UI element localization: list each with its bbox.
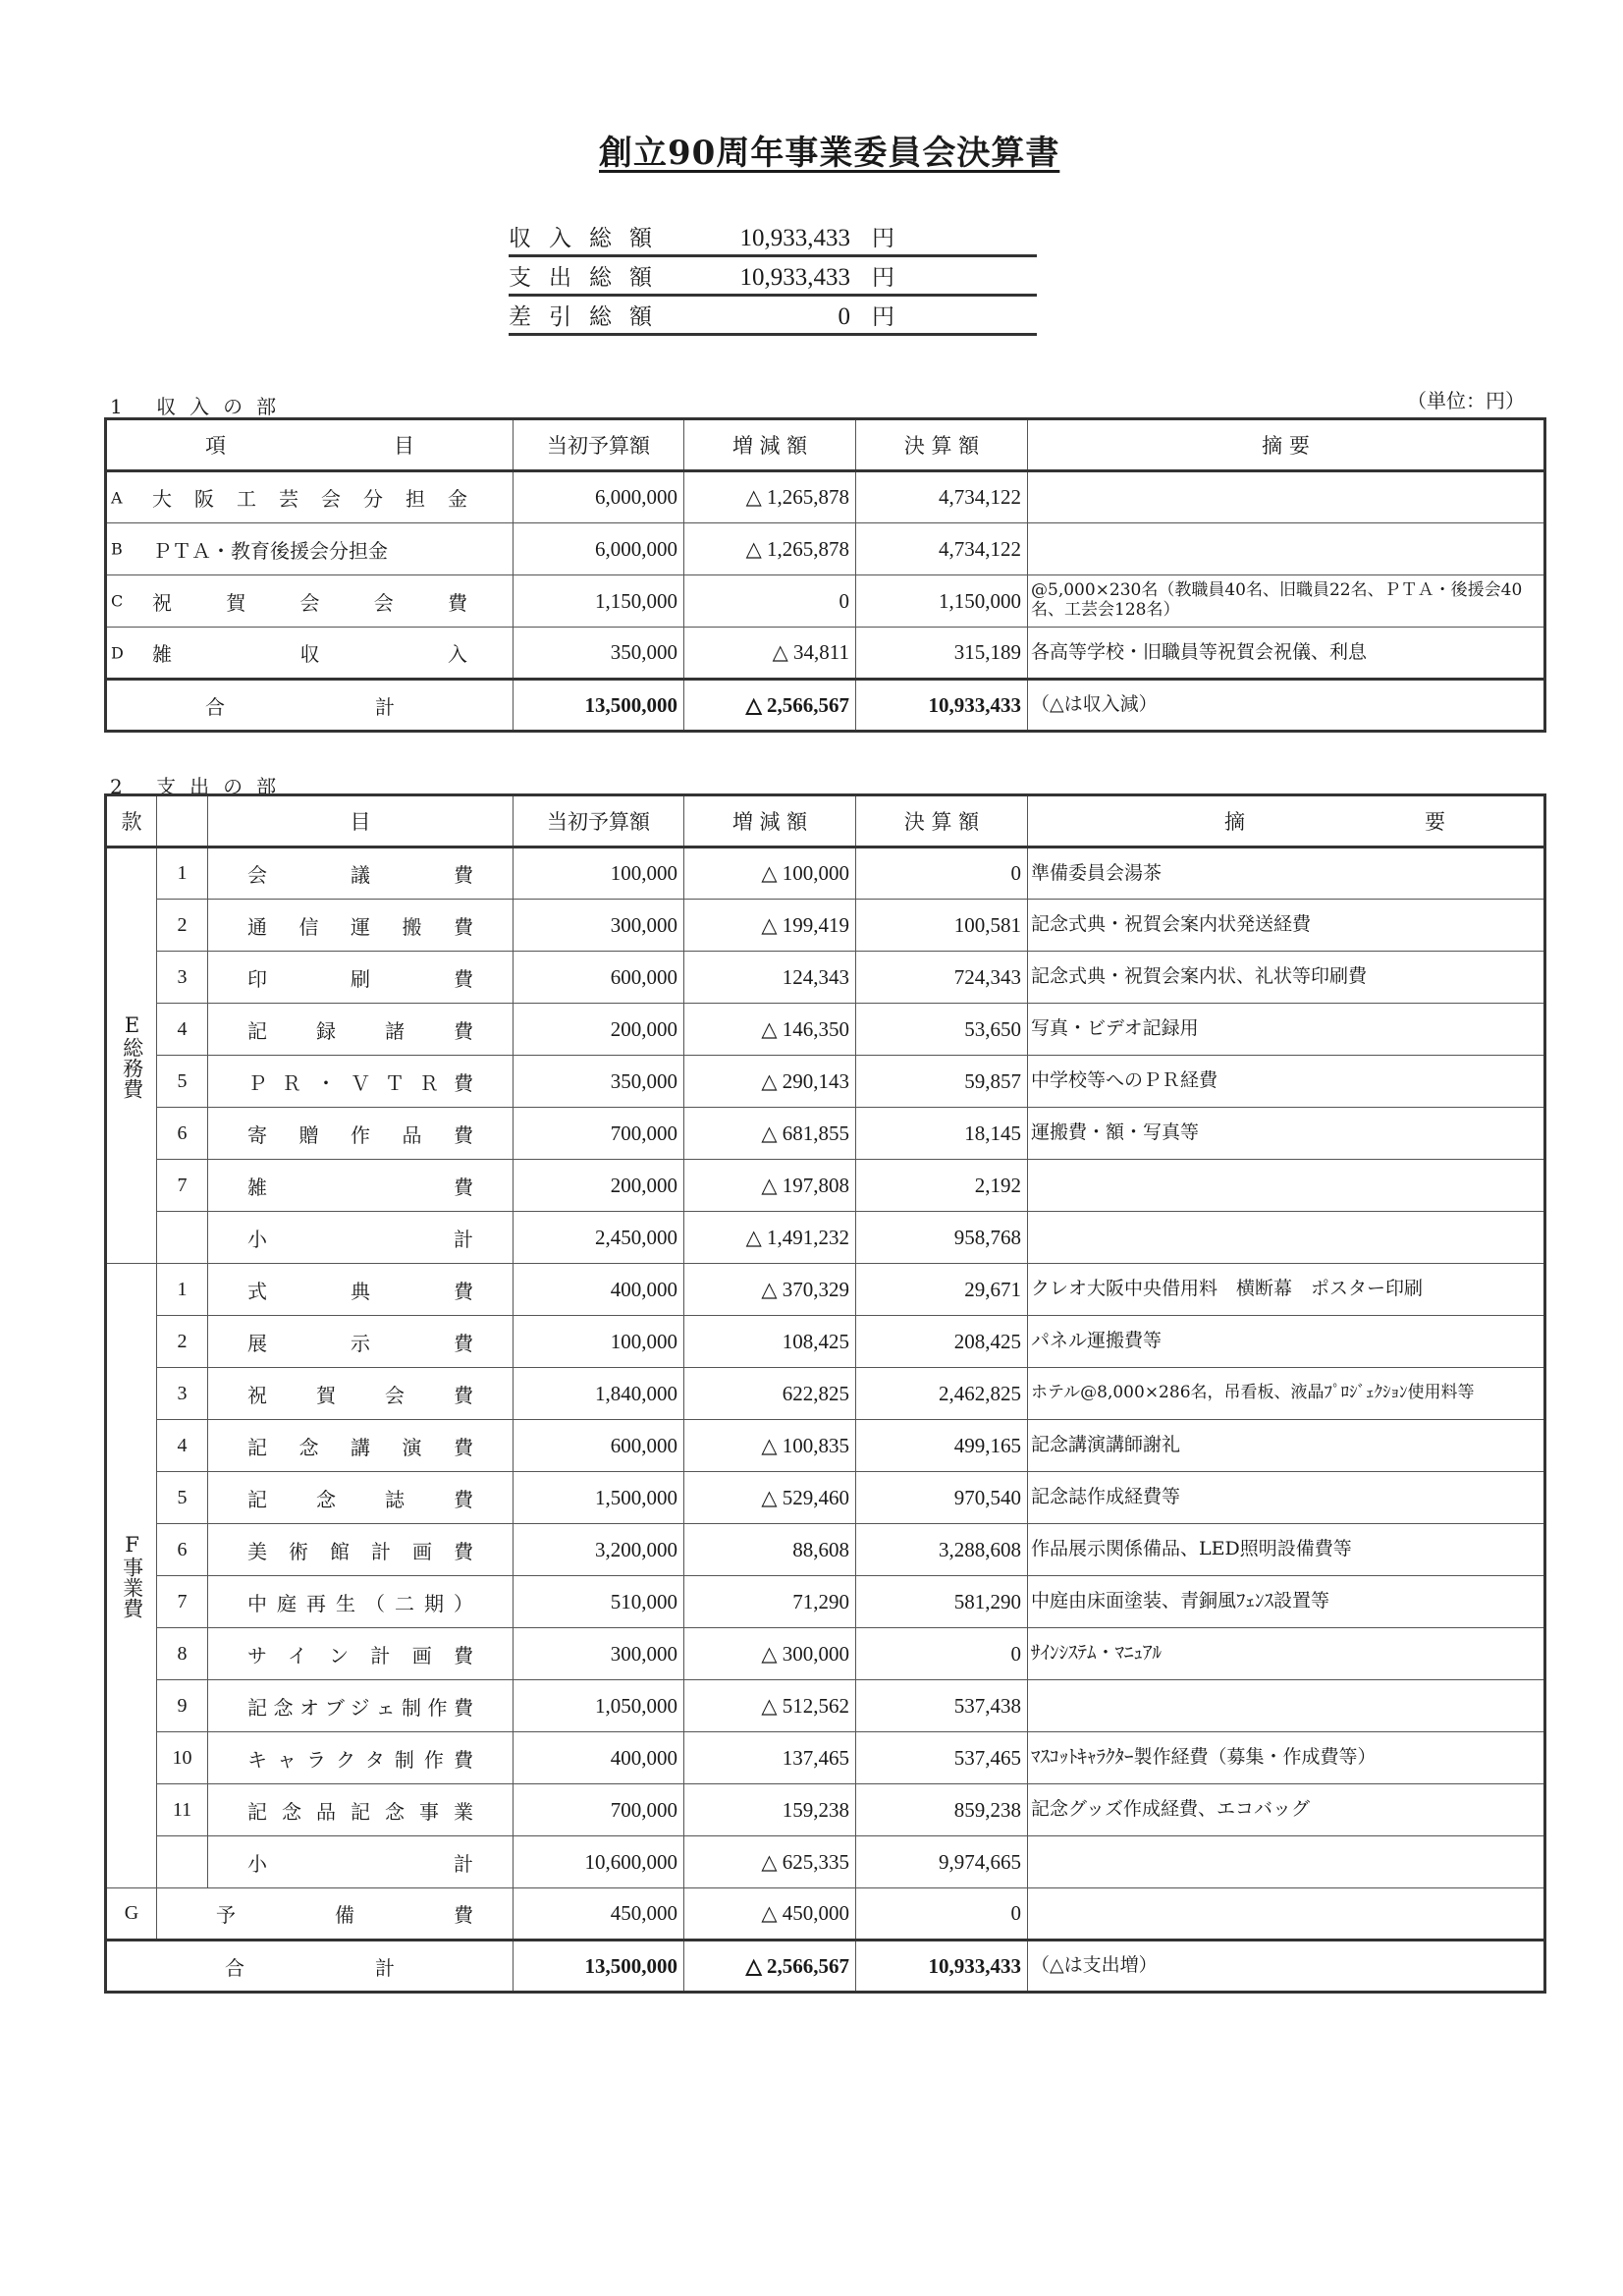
row-code: A — [111, 488, 123, 507]
summary-unit: 円 — [872, 226, 894, 251]
summary-row-income — [509, 218, 1037, 257]
header-actual: 決 算 額 — [856, 795, 1028, 847]
row-remarks: 写真・ビデオ記録用 — [1028, 1004, 1545, 1056]
reserve-row — [106, 1888, 1545, 1941]
row-remarks: 記念式典・祝賀会案内状、礼状等印刷費 — [1028, 952, 1545, 1004]
row-code: C — [111, 591, 124, 611]
row-actual: 100,581 — [856, 900, 1028, 952]
row-item: 記録諸費 — [208, 1004, 514, 1056]
expense-total-row — [106, 1941, 1545, 1993]
row-actual: 537,438 — [856, 1680, 1028, 1732]
header-item: 項 目 — [106, 419, 514, 471]
row-remarks: 記念講演講師謝礼 — [1028, 1420, 1545, 1472]
header-number — [157, 795, 208, 847]
row-budget: 1,150,000 — [514, 575, 684, 628]
row-change: 0 — [684, 575, 856, 628]
row-number: 1 — [157, 847, 208, 900]
expense-row — [106, 1056, 1545, 1108]
row-actual: 724,343 — [856, 952, 1028, 1004]
expense-row — [106, 1524, 1545, 1576]
row-item: 美術館計画費 — [208, 1524, 514, 1576]
row-number: 2 — [157, 1316, 208, 1368]
summary-label: 支出総額 — [509, 265, 670, 291]
expense-section-label: 2 支出の部 — [110, 775, 291, 798]
row-remarks: 各高等学校・旧職員等祝賀会祝儀、利息 — [1028, 628, 1545, 680]
summary-value: 10,933,433 — [739, 225, 850, 251]
row-budget: 400,000 — [514, 1732, 684, 1784]
income-row — [106, 628, 1545, 680]
row-remarks — [1028, 471, 1545, 523]
expense-row — [106, 1472, 1545, 1524]
row-actual: 3,288,608 — [856, 1524, 1028, 1576]
unit-note: （単位：円） — [1407, 389, 1525, 412]
row-number: 10 — [157, 1732, 208, 1784]
row-change: △ 197,808 — [684, 1160, 856, 1212]
subtotal-row — [106, 1836, 1545, 1888]
row-budget: 600,000 — [514, 952, 684, 1004]
row-budget: 700,000 — [514, 1784, 684, 1836]
income-table — [104, 417, 1546, 733]
row-number: 6 — [157, 1524, 208, 1576]
total-remarks: （△は支出増） — [1028, 1941, 1545, 1993]
row-budget: 350,000 — [514, 628, 684, 680]
row-item: 寄贈作品費 — [208, 1108, 514, 1160]
category-label: E総務費 — [106, 847, 157, 1264]
reserve-budget: 450,000 — [514, 1888, 684, 1941]
row-remarks: ﾏｽｺｯﾄｷｬﾗｸﾀｰ製作経費（募集・作成費等） — [1028, 1732, 1545, 1784]
row-number: 3 — [157, 952, 208, 1004]
income-item-cell — [106, 471, 514, 523]
row-remarks: @5,000×230名（教職員40名、旧職員22名、ＰＴＡ・後援会40名、工芸会128名） — [1028, 575, 1545, 628]
row-number: 8 — [157, 1628, 208, 1680]
total-change: △ 2,566,567 — [684, 1941, 856, 1993]
total-label: 合 計 — [106, 1941, 514, 1993]
reserve-actual: 0 — [856, 1888, 1028, 1941]
row-item: 記念オブジェ制作費 — [208, 1680, 514, 1732]
row-item: 式典費 — [208, 1264, 514, 1316]
row-budget: 200,000 — [514, 1004, 684, 1056]
row-budget: 6,000,000 — [514, 471, 684, 523]
row-actual: 1,150,000 — [856, 575, 1028, 628]
row-actual: 4,734,122 — [856, 523, 1028, 575]
row-number: 4 — [157, 1004, 208, 1056]
header-category: 款 — [106, 795, 157, 847]
expense-row — [106, 1368, 1545, 1420]
row-remarks: クレオ大阪中央借用料 横断幕 ポスター印刷 — [1028, 1264, 1545, 1316]
expense-row — [106, 1264, 1545, 1316]
subtotal-label: 小 計 — [208, 1212, 514, 1264]
row-remarks: 中庭由床面塗装、青銅風ﾌｪﾝｽ設置等 — [1028, 1576, 1545, 1628]
reserve-change: △ 450,000 — [684, 1888, 856, 1941]
row-actual: 581,290 — [856, 1576, 1028, 1628]
expense-row — [106, 1628, 1545, 1680]
income-row — [106, 575, 1545, 628]
row-budget: 600,000 — [514, 1420, 684, 1472]
row-item: 会議費 — [208, 847, 514, 900]
expense-row — [106, 1160, 1545, 1212]
summary-row-expense — [509, 257, 1037, 297]
row-item: 展示費 — [208, 1316, 514, 1368]
row-remarks: パネル運搬費等 — [1028, 1316, 1545, 1368]
income-row — [106, 523, 1545, 575]
row-item: 中庭再生（二期） — [208, 1576, 514, 1628]
row-change: △ 1,265,878 — [684, 471, 856, 523]
row-change: △ 290,143 — [684, 1056, 856, 1108]
row-code: D — [111, 643, 124, 662]
row-actual: 0 — [856, 847, 1028, 900]
header-change: 増 減 額 — [684, 795, 856, 847]
row-change: 71,290 — [684, 1576, 856, 1628]
subtotal-remarks — [1028, 1212, 1545, 1264]
row-item: ＰＴＡ・教育後援会分担金 — [152, 538, 388, 563]
header-budget: 当初予算額 — [514, 419, 684, 471]
row-budget: 3,200,000 — [514, 1524, 684, 1576]
income-item-cell — [106, 575, 514, 628]
subtotal-actual: 9,974,665 — [856, 1836, 1028, 1888]
row-budget: 350,000 — [514, 1056, 684, 1108]
row-budget: 100,000 — [514, 1316, 684, 1368]
income-item-cell — [106, 523, 514, 575]
subtotal-number — [157, 1836, 208, 1888]
subtotal-change: △ 625,335 — [684, 1836, 856, 1888]
total-budget: 13,500,000 — [514, 680, 684, 732]
header-remarks: 摘 要 — [1028, 419, 1545, 471]
row-actual: 208,425 — [856, 1316, 1028, 1368]
row-change: 159,238 — [684, 1784, 856, 1836]
row-actual: 970,540 — [856, 1472, 1028, 1524]
row-actual: 0 — [856, 1628, 1028, 1680]
expense-row — [106, 847, 1545, 900]
row-change: △ 370,329 — [684, 1264, 856, 1316]
total-actual: 10,933,433 — [856, 680, 1028, 732]
summary-label: 差引総額 — [509, 304, 670, 330]
subtotal-change: △ 1,491,232 — [684, 1212, 856, 1264]
row-number: 9 — [157, 1680, 208, 1732]
subtotal-number — [157, 1212, 208, 1264]
income-row — [106, 471, 1545, 523]
total-label: 合 計 — [106, 680, 514, 732]
row-number: 7 — [157, 1160, 208, 1212]
income-item-cell — [106, 628, 514, 680]
row-change: △ 199,419 — [684, 900, 856, 952]
row-budget: 1,500,000 — [514, 1472, 684, 1524]
document-title: 創立90周年事業委員会決算書 — [599, 134, 1060, 173]
row-budget: 300,000 — [514, 1628, 684, 1680]
reserve-code: G — [106, 1888, 157, 1941]
row-actual: 18,145 — [856, 1108, 1028, 1160]
row-item: 記念講演費 — [208, 1420, 514, 1472]
row-remarks: 準備委員会湯茶 — [1028, 847, 1545, 900]
row-number: 4 — [157, 1420, 208, 1472]
header-budget: 当初予算額 — [514, 795, 684, 847]
total-budget: 13,500,000 — [514, 1941, 684, 1993]
row-change: 124,343 — [684, 952, 856, 1004]
summary-value: 0 — [838, 303, 850, 330]
row-number: 11 — [157, 1784, 208, 1836]
row-item: 祝賀会会費 — [152, 590, 467, 615]
row-remarks: 運搬費・額・写真等 — [1028, 1108, 1545, 1160]
row-remarks: 記念グッズ作成経費、エコバッグ — [1028, 1784, 1545, 1836]
row-change: 108,425 — [684, 1316, 856, 1368]
row-change: △ 529,460 — [684, 1472, 856, 1524]
row-change: △ 300,000 — [684, 1628, 856, 1680]
row-number: 2 — [157, 900, 208, 952]
row-item: 記念品記念事業 — [208, 1784, 514, 1836]
expense-row — [106, 1680, 1545, 1732]
subtotal-actual: 958,768 — [856, 1212, 1028, 1264]
row-change: △ 100,835 — [684, 1420, 856, 1472]
summary-unit: 円 — [872, 265, 894, 291]
total-actual: 10,933,433 — [856, 1941, 1028, 1993]
subtotal-row — [106, 1212, 1545, 1264]
row-item: サイン計画費 — [208, 1628, 514, 1680]
row-budget: 700,000 — [514, 1108, 684, 1160]
row-item: 通信運搬費 — [208, 900, 514, 952]
expense-table — [104, 793, 1546, 1994]
row-number: 5 — [157, 1472, 208, 1524]
expense-row — [106, 1420, 1545, 1472]
income-section-label: 1 収入の部 — [110, 395, 291, 418]
summary-label: 収入総額 — [509, 226, 670, 251]
row-item: 記念誌費 — [208, 1472, 514, 1524]
subtotal-remarks — [1028, 1836, 1545, 1888]
row-item: 雑費 — [208, 1160, 514, 1212]
row-remarks: 記念式典・祝賀会案内状発送経費 — [1028, 900, 1545, 952]
row-item: 祝賀会費 — [208, 1368, 514, 1420]
row-item: 大阪工芸会分担金 — [152, 487, 467, 511]
row-actual: 53,650 — [856, 1004, 1028, 1056]
category-label: F事業費 — [106, 1264, 157, 1888]
row-actual: 2,192 — [856, 1160, 1028, 1212]
row-budget: 400,000 — [514, 1264, 684, 1316]
row-actual: 29,671 — [856, 1264, 1028, 1316]
row-change: 622,825 — [684, 1368, 856, 1420]
row-remarks: 中学校等へのＰＲ経費 — [1028, 1056, 1545, 1108]
expense-row — [106, 900, 1545, 952]
expense-row — [106, 1732, 1545, 1784]
row-code: B — [111, 539, 123, 559]
expense-row — [106, 1316, 1545, 1368]
row-remarks: 作品展示関係備品、LED照明設備費等 — [1028, 1524, 1545, 1576]
row-remarks: ホテル@8,000×286名，吊看板、液晶ﾌﾟﾛｼﾞｪｸｼｮﾝ使用料等 — [1028, 1368, 1545, 1420]
header-actual: 決 算 額 — [856, 419, 1028, 471]
row-budget: 200,000 — [514, 1160, 684, 1212]
expense-row — [106, 1576, 1545, 1628]
row-change: △ 512,562 — [684, 1680, 856, 1732]
row-remarks: 記念誌作成経費等 — [1028, 1472, 1545, 1524]
row-actual: 499,165 — [856, 1420, 1028, 1472]
expense-row — [106, 952, 1545, 1004]
row-change: △ 34,811 — [684, 628, 856, 680]
row-number: 5 — [157, 1056, 208, 1108]
summary-value: 10,933,433 — [739, 264, 850, 291]
subtotal-label: 小 計 — [208, 1836, 514, 1888]
row-item: キャラクタ制作費 — [208, 1732, 514, 1784]
row-number: 7 — [157, 1576, 208, 1628]
row-change: △ 1,265,878 — [684, 523, 856, 575]
row-budget: 510,000 — [514, 1576, 684, 1628]
row-change: △ 100,000 — [684, 847, 856, 900]
income-header-row — [106, 419, 1545, 471]
row-budget: 6,000,000 — [514, 523, 684, 575]
row-change: 88,608 — [684, 1524, 856, 1576]
total-change: △ 2,566,567 — [684, 680, 856, 732]
summary-row-balance — [509, 297, 1037, 336]
summary-unit: 円 — [872, 304, 894, 330]
row-remarks: ｻｲﾝｼｽﾃﾑ・ﾏﾆｭｱﾙ — [1028, 1628, 1545, 1680]
header-change: 増 減 額 — [684, 419, 856, 471]
row-actual: 315,189 — [856, 628, 1028, 680]
income-total-row — [106, 680, 1545, 732]
expense-row — [106, 1108, 1545, 1160]
row-item: 雑収入 — [152, 642, 467, 666]
row-item: ＰＲ・ＶＴＲ費 — [208, 1056, 514, 1108]
row-change: 137,465 — [684, 1732, 856, 1784]
row-actual: 2,462,825 — [856, 1368, 1028, 1420]
row-budget: 1,050,000 — [514, 1680, 684, 1732]
subtotal-budget: 10,600,000 — [514, 1836, 684, 1888]
row-change: △ 146,350 — [684, 1004, 856, 1056]
row-number: 1 — [157, 1264, 208, 1316]
row-budget: 1,840,000 — [514, 1368, 684, 1420]
reserve-remarks — [1028, 1888, 1545, 1941]
header-remarks: 摘 要 — [1028, 795, 1545, 847]
header-item: 目 — [208, 795, 514, 847]
row-remarks — [1028, 1160, 1545, 1212]
summary-totals — [509, 218, 1037, 336]
row-item: 印刷費 — [208, 952, 514, 1004]
row-change: △ 681,855 — [684, 1108, 856, 1160]
row-number: 3 — [157, 1368, 208, 1420]
subtotal-budget: 2,450,000 — [514, 1212, 684, 1264]
row-actual: 4,734,122 — [856, 471, 1028, 523]
row-budget: 300,000 — [514, 900, 684, 952]
expense-row — [106, 1004, 1545, 1056]
row-actual: 59,857 — [856, 1056, 1028, 1108]
row-budget: 100,000 — [514, 847, 684, 900]
row-remarks — [1028, 1680, 1545, 1732]
row-number: 6 — [157, 1108, 208, 1160]
expense-header-row — [106, 795, 1545, 847]
reserve-item: 予備費 — [157, 1888, 514, 1941]
total-remarks: （△は収入減） — [1028, 680, 1545, 732]
row-actual: 537,465 — [856, 1732, 1028, 1784]
row-actual: 859,238 — [856, 1784, 1028, 1836]
row-remarks — [1028, 523, 1545, 575]
expense-row — [106, 1784, 1545, 1836]
